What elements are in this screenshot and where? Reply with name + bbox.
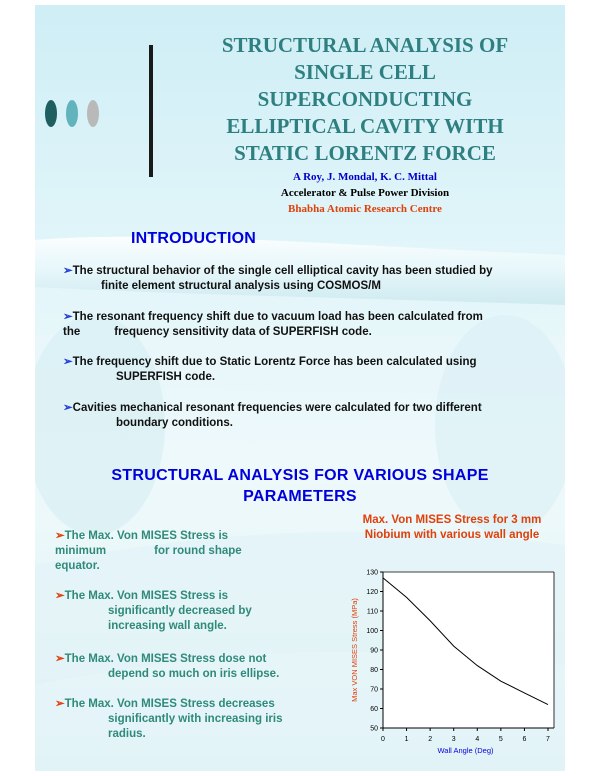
bullet-text: The Max. Von MISES Stress decreases [64, 698, 275, 710]
arrow-bullet-icon: ➢ [55, 530, 65, 542]
arrow-bullet-icon: ➢ [63, 402, 73, 414]
bullet-text: boundary conditions. [116, 417, 233, 429]
bullet-text: for round shape [154, 545, 242, 557]
stress-vs-wall-angle-chart [345, 560, 560, 760]
y-tick-label: 50 [370, 725, 378, 733]
y-tick-label: 120 [366, 589, 378, 596]
introduction-heading: INTRODUCTION [131, 230, 257, 247]
title-line: SINGLE CELL [294, 60, 436, 84]
y-tick-label: 130 [366, 569, 378, 577]
y-axis-label: Max VON MISES Stress (MPa) [350, 598, 359, 702]
bullet-text: Cavities mechanical resonant frequencies were calculated for two different [72, 402, 482, 414]
bullet-text: minimum [55, 545, 107, 557]
struct-bullet-4 [55, 697, 305, 742]
struct-bullet-1 [55, 529, 295, 574]
arrow-bullet-icon: ➢ [63, 311, 73, 323]
title-line: ELLIPTICAL CAVITY WITH [226, 114, 504, 138]
bullet-text: The frequency shift due to Static Lorentz Force has been calculated using [72, 356, 477, 368]
division: Accelerator & Pulse Power Division [280, 187, 450, 199]
x-tick-label: 2 [428, 736, 433, 743]
x-tick-label: 3 [451, 736, 456, 743]
bullet-text: The Max. Von MISES Stress dose not [64, 653, 267, 665]
bullet-text: significantly decreased by [108, 605, 252, 617]
research-centre: Bhabha Atomic Research Centre [288, 203, 442, 215]
plot-area [383, 572, 554, 728]
title-line: SUPERCONDUCTING [257, 87, 473, 111]
decor-dot-grey [87, 100, 99, 127]
bullet-text: the [63, 326, 81, 338]
arrow-bullet-icon: ➢ [63, 265, 73, 277]
poster-title [175, 32, 555, 167]
intro-bullet-2 [63, 310, 563, 340]
x-tick-label: 7 [546, 736, 550, 743]
title-line: STRUCTURAL ANALYSIS OF [221, 33, 509, 57]
struct-bullet-3 [55, 652, 305, 682]
intro-bullet-1 [63, 264, 563, 294]
title-line: STATIC LORENTZ FORCE [234, 141, 496, 165]
bullet-text: radius. [108, 728, 146, 740]
x-tick-label: 4 [475, 736, 480, 743]
bullet-text: The Max. Von MISES Stress is [64, 530, 229, 542]
bullet-text: The Max. Von MISES Stress is [64, 590, 229, 602]
intro-bullet-4 [63, 401, 563, 431]
poster-slide [35, 5, 565, 771]
x-tick-label: 1 [404, 736, 409, 743]
x-tick-label: 6 [522, 736, 527, 743]
bullet-text: equator. [55, 560, 100, 572]
struct-bullet-2 [55, 589, 295, 634]
structural-analysis-heading [35, 465, 565, 507]
intro-bullet-3 [63, 355, 563, 385]
arrow-bullet-icon: ➢ [55, 698, 65, 710]
y-tick-label: 80 [370, 667, 378, 674]
bullet-text: significantly with increasing iris [108, 713, 283, 725]
chart-title [342, 513, 562, 543]
decor-dot-mid [66, 100, 78, 127]
bullet-text: increasing wall angle. [108, 620, 227, 632]
y-tick-label: 100 [366, 628, 378, 635]
arrow-bullet-icon: ➢ [63, 356, 73, 368]
arrow-bullet-icon: ➢ [55, 653, 65, 665]
bullet-text: depend so much on iris ellipse. [108, 668, 280, 680]
y-tick-label: 110 [366, 608, 378, 616]
bullet-text: finite element structural analysis using COSMOS/M [101, 280, 381, 292]
authors: A Roy, J. Mondal, K. C. Mittal [293, 171, 437, 183]
bullet-text: The structural behavior of the single cell elliptical cavity has been studied by [72, 265, 493, 277]
chart-title-line: Max. Von MISES Stress for 3 mm [362, 514, 542, 526]
title-divider-bar [149, 45, 153, 177]
bullet-text: frequency sensitivity data of SUPERFISH code. [114, 326, 372, 338]
y-tick-label: 60 [370, 706, 378, 713]
heading-line: PARAMETERS [243, 488, 357, 505]
decor-dot-dark [45, 100, 57, 127]
chart-title-line: Niobium with various wall angle [364, 529, 540, 541]
bullet-text: The resonant frequency shift due to vacuum load has been calculated from [72, 311, 483, 323]
arrow-bullet-icon: ➢ [55, 590, 65, 602]
bullet-text: SUPERFISH code. [116, 371, 216, 383]
heading-line: STRUCTURAL ANALYSIS FOR VARIOUS SHAPE [111, 467, 489, 484]
x-tick-label: 0 [381, 736, 385, 743]
x-axis-label: Wall Angle (Deg) [437, 746, 494, 755]
x-tick-label: 5 [498, 736, 503, 743]
y-tick-label: 70 [370, 686, 378, 694]
y-tick-label: 90 [370, 647, 378, 655]
